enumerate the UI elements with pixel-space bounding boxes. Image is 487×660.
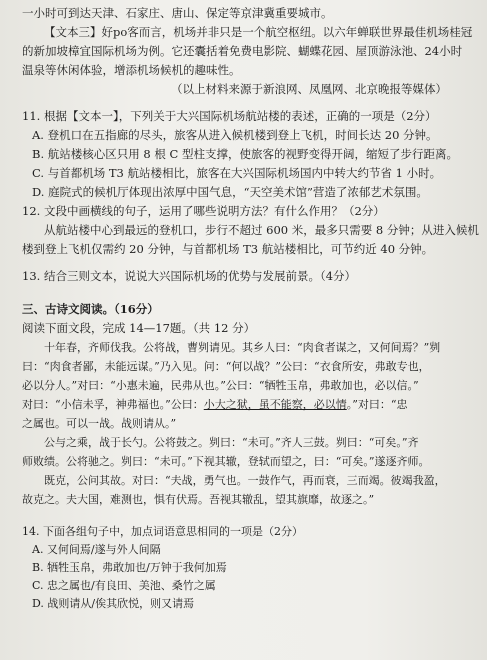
passage-line [22, 395, 473, 414]
option-c: C. 忠之属也/有良田、美池、桑竹之属 [32, 579, 216, 592]
option-d: D. 庭院式的候机厅体现出浓厚中国气息，“天空美术馆”营造了浓郁艺术氛围。 [32, 185, 428, 199]
passage-line: 曰：“肉食者鄙，未能远谋。”乃入见。问：“何以战？”公曰：“衣食所安，弗敢专也， [22, 360, 430, 373]
option-b: B. 牺牲玉帛，弗敢加也/万钟于我何加焉 [32, 561, 227, 574]
question-11 [22, 107, 473, 202]
section-3 [22, 300, 473, 509]
option-a: A. 登机口在五指廊的尽头，旅客从进入候机楼到登上飞机，时间长达 20 分钟。 [32, 128, 438, 142]
passage-text: 。”对曰：“忠 [346, 398, 408, 411]
option-a: A. 又何间焉/遂与外人间隔 [32, 543, 161, 556]
passage-line: 之属也。可以一战。战则请从。” [22, 417, 177, 430]
question-stem: 14. 下面各组句子中，加点词语意思相同的一项是（2分） [22, 525, 303, 538]
passage-line: 公与之乘，战于长勺。公将鼓之。刿曰：“未可。”齐人三鼓。刿曰：“可矣。”齐 [44, 436, 419, 449]
text-line: 【文本三】好po客而言，机场并非只是一个航空枢纽。以六年蝉联世界最佳机场桂冠 [44, 25, 473, 39]
option-b: B. 航站楼核心区只用 8 根 C 型柱支撑，使旅客的视野变得开阔，缩短了步行距离。 [32, 147, 458, 161]
option-c: C. 与首都机场 T3 航站楼相比，旅客在大兴国际机场国内中转大约节省 1 小时。 [32, 166, 442, 180]
section-heading: 三、古诗文阅读。（16分） [22, 302, 159, 316]
passage-line: 师败绩。公将驰之。刿曰：“未可。”下视其辙，登轼而望之，曰：“可矣。”遂逐齐师。 [22, 455, 430, 468]
quoted-line: 从航站楼中心到最远的登机口，步行不超过 600 米，最多只需要 8 分钟；从进入候机 [44, 223, 479, 237]
question-14 [22, 523, 473, 613]
question-12 [22, 202, 479, 259]
passage-line: 既克，公问其故。对曰：“夫战，勇气也。一鼓作气，再而衰，三而竭。彼竭我盈， [44, 474, 446, 487]
question-13: 13. 结合三则文本，说说大兴国际机场的优势与发展前景。（4分） [22, 269, 357, 283]
option-d: D. 战则请从/俟其欣悦，则又请焉 [32, 597, 195, 610]
passage-text: 对曰：“小信未孚，神弗福也。”公曰： [22, 398, 204, 411]
text-line: 温泉等休闲体验，增添机场候机的趣味性。 [22, 63, 241, 77]
question-stem: 11. 根据【文本一】，下列关于大兴国际机场航站楼的表述，正确的一项是（2分） [22, 109, 437, 123]
passage-line: 故克之。夫大国，难测也，惧有伏焉。吾视其辙乱，望其旗靡，故逐之。” [22, 493, 375, 506]
question-stem: 12. 文段中画横线的句子，运用了哪些说明方法？有什么作用？（2分） [22, 204, 385, 218]
section-intro: 阅读下面文段，完成 14—17题。（共 12 分） [22, 321, 256, 335]
source-note: （以上材料来源于新浪网、凤凰网、北京晚报等媒体） [171, 82, 447, 96]
quoted-line: 楼到登上飞机仅需约 20 分钟，与首都机场 T3 航站楼相比，可节约近 40 分钟。 [22, 242, 434, 256]
passage-line: 必以分人。”对曰：“小惠未遍，民弗从也。”公曰：“牺牲玉帛，弗敢加也，必以信。” [22, 379, 419, 392]
text3-section [22, 4, 473, 99]
text-line: 一小时可到达天津、石家庄、唐山、保定等京津冀重要城市。 [22, 6, 333, 20]
text-line: 的新加坡樟宜国际机场为例。它还囊括着免费电影院、蝴蝶花园、屋顶游泳池、24小时 [22, 44, 463, 58]
passage-line: 十年春，齐师伐我。公将战，曹刿请见。其乡人曰：“肉食者谋之，又何间焉？”刿 [44, 341, 441, 354]
underlined-sentence: 小大之狱，虽不能察，必以情 [203, 398, 347, 411]
